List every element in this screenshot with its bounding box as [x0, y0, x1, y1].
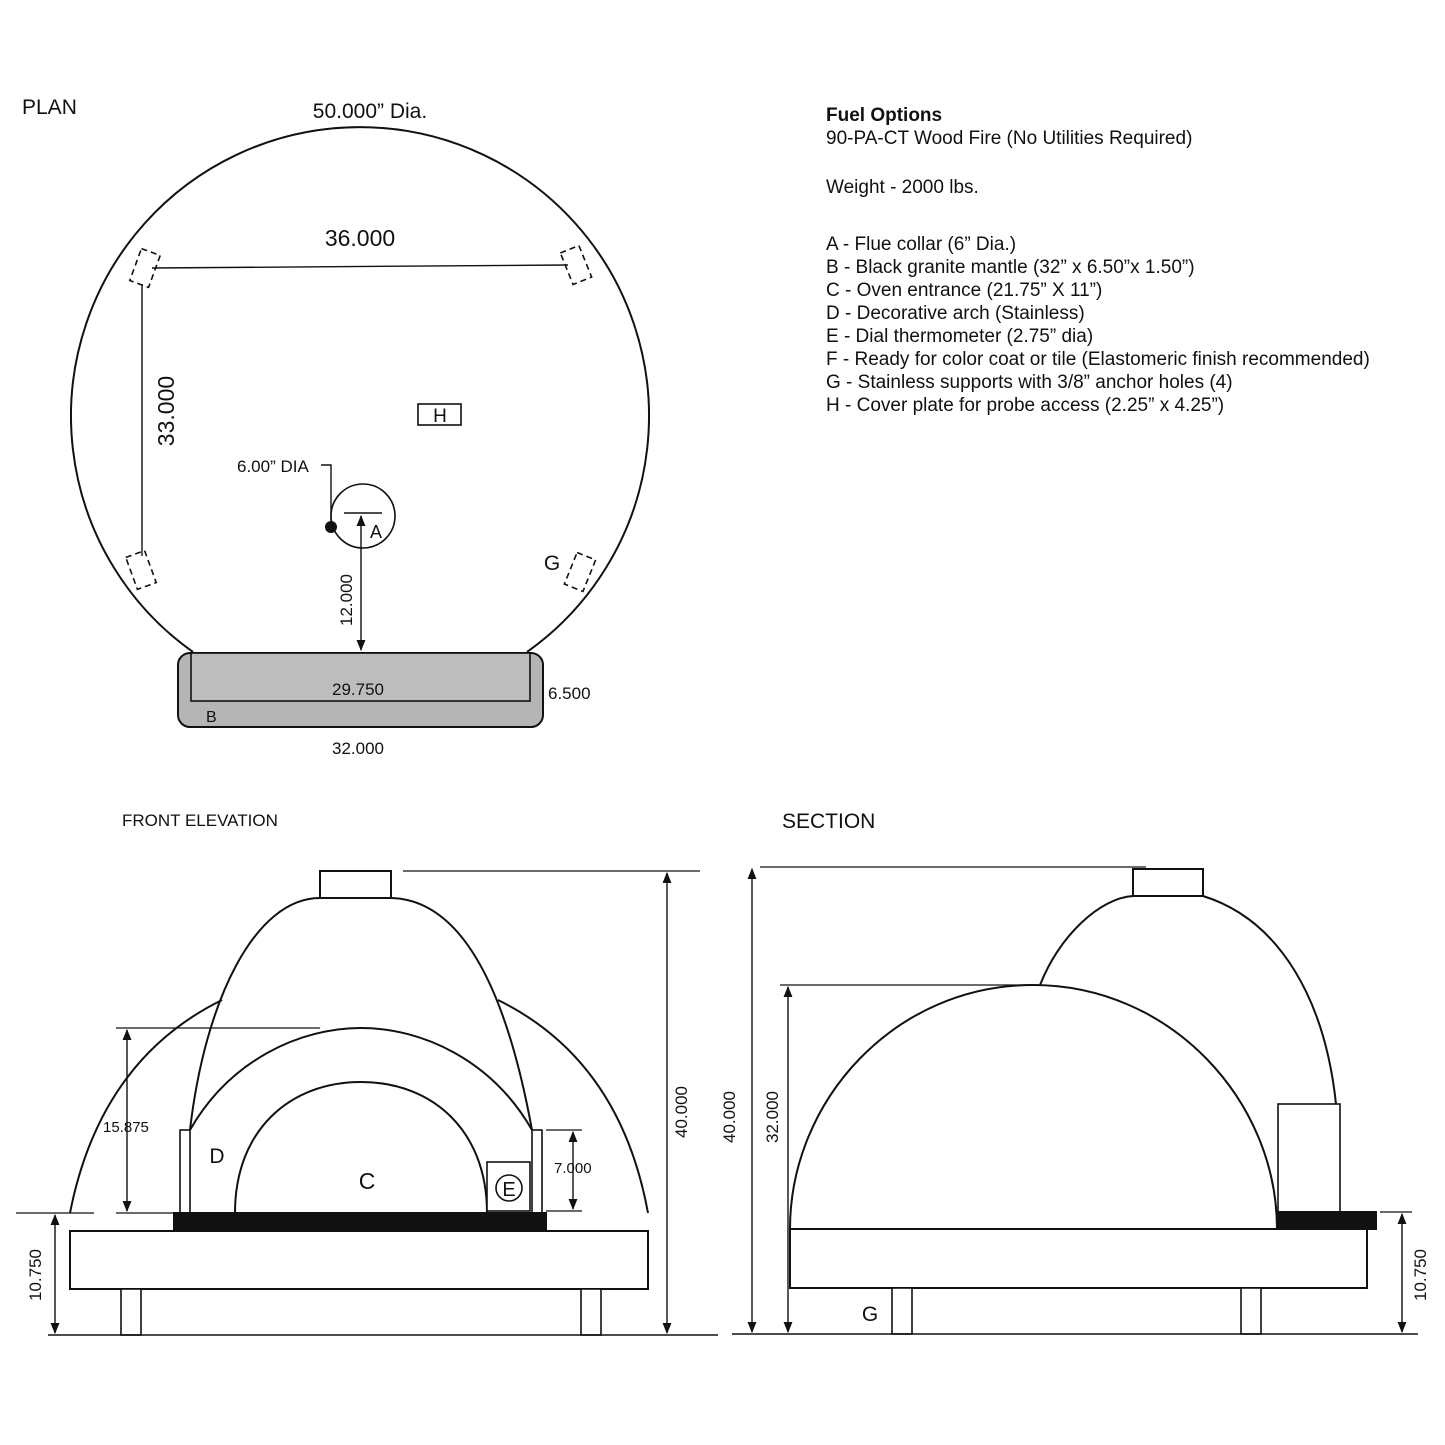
- section-leg-right: [1241, 1288, 1261, 1334]
- front-arch-post-left: [180, 1130, 190, 1213]
- fuel-options-title: Fuel Options: [826, 105, 943, 126]
- dim-line-36: [152, 265, 568, 268]
- dim-40000-section-label: 40.000: [720, 1091, 739, 1143]
- tag-g-section: G: [861, 1303, 879, 1326]
- legend-item: G - Stainless supports with 3/8” anchor holes (4): [826, 372, 1233, 393]
- section-mantle: [1277, 1212, 1376, 1229]
- plan-title: PLAN: [22, 96, 77, 119]
- section-base: [790, 1229, 1367, 1288]
- front-arch-post-right: [532, 1130, 542, 1213]
- section-entrance-block: [1278, 1104, 1340, 1212]
- legend-item: D - Decorative arch (Stainless): [826, 303, 1085, 324]
- plan-diameter-label: 50.000” Dia.: [312, 100, 428, 123]
- section-title: SECTION: [782, 810, 876, 833]
- tag-b: B: [206, 709, 217, 726]
- legend-item: A - Flue collar (6” Dia.): [826, 234, 1017, 255]
- tag-d: D: [209, 1145, 225, 1168]
- section-leg-left: [892, 1288, 912, 1334]
- tag-g-plan: G: [543, 552, 561, 575]
- section-inner-dome: [790, 985, 1277, 1229]
- tag-h: H: [433, 406, 447, 427]
- tag-a: A: [370, 522, 383, 542]
- dim-12-label: 12.000: [337, 574, 356, 626]
- plan-flue-collar: [331, 484, 395, 548]
- legend-item: H - Cover plate for probe access (2.25” x 4.25”): [826, 395, 1225, 416]
- front-leg-right: [581, 1289, 601, 1335]
- flue-leader: [321, 465, 331, 527]
- section-view: [720, 810, 1430, 1334]
- section-flue-collar: [1133, 869, 1203, 896]
- front-leg-left: [121, 1289, 141, 1335]
- dim-10750-front-label: 10.750: [26, 1249, 45, 1301]
- flue-dia-label: 6.00” DIA: [237, 457, 309, 476]
- legend-list: [826, 233, 1436, 417]
- dim-6500-label: 6.500: [548, 684, 591, 703]
- weight-text: Weight - 2000 lbs.: [826, 177, 979, 198]
- dim-36-label: 36.000: [324, 225, 396, 251]
- front-elevation-view: [16, 811, 718, 1335]
- fuel-options-value: 90-PA-CT Wood Fire (No Utilities Required): [826, 128, 1193, 149]
- legend-item: F - Ready for color coat or tile (Elastomeric finish recommended): [826, 349, 1370, 370]
- front-base: [70, 1231, 648, 1289]
- tag-e: E: [502, 1179, 516, 1201]
- dim-15875-label: 15.875: [103, 1119, 149, 1136]
- dim-32000-label: 32.000: [332, 739, 384, 758]
- dim-33-label: 33.000: [153, 375, 179, 447]
- dim-40000-front-label: 40.000: [672, 1086, 691, 1138]
- front-decorative-arch: [190, 1028, 532, 1130]
- section-dome-outer: [1040, 896, 1336, 1104]
- legend-item: C - Oven entrance (21.75” X 11”): [826, 280, 1103, 301]
- plan-view: [22, 96, 649, 758]
- dim-10750-section-label: 10.750: [1411, 1249, 1430, 1301]
- front-flue-collar: [320, 871, 391, 898]
- legend-item: E - Dial thermometer (2.75” dia): [826, 326, 1094, 347]
- front-title: FRONT ELEVATION: [122, 811, 278, 830]
- dim-29750-label: 29.750: [332, 680, 384, 699]
- dim-32000-section-label: 32.000: [763, 1091, 782, 1143]
- front-dome-left: [70, 1000, 225, 1213]
- front-dome-tall: [190, 898, 532, 1130]
- front-mantle: [174, 1213, 546, 1231]
- legend-item: B - Black granite mantle (32” x 6.50”x 1.50”): [826, 257, 1195, 278]
- dim-7000-label: 7.000: [554, 1160, 592, 1177]
- spec-notes: [826, 104, 1436, 417]
- tag-c: C: [358, 1168, 376, 1194]
